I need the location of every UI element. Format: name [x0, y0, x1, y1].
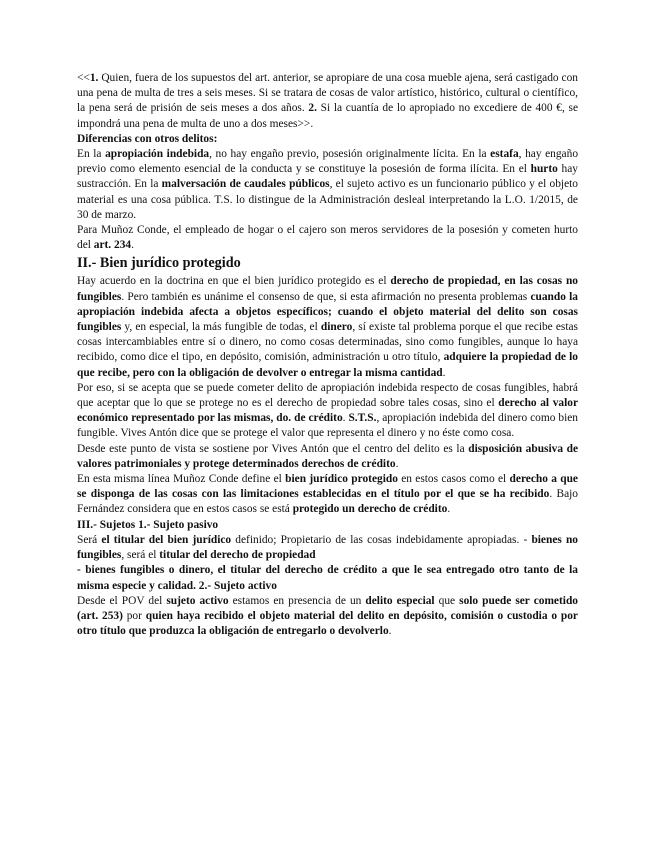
paragraph-acuerdo-doctrina: Hay acuerdo en la doctrina en que el bien jurídico protegido es el derecho de propiedad, en las cosas no fungibles. Pero también es unánime el consenso de que, si esta afirmación no presenta problemas cuando la apropiación indebida afecta a objetos específicos; cuando el objeto material del delito son cosas fungibles y, en especial, la más fungible de todas, el dinero, sí existe tal problema porque el que recibe estas cosas intercambiables entre sí o dinero, no como cosas determinadas, sino como fungibles, aunque lo haya recibido, como dice el tipo, en depósito, comisión, administración u otro título, adquiere la propiedad de lo que recibe, pero con la obligación de devolver o entregar la misma cantidad. [77, 275, 578, 379]
document-page [77, 71, 578, 639]
paragraph-munoz-conde: Para Muñoz Conde, el empleado de hogar o el cajero son meros servidores de la posesión y cometen hurto del art. 234. [77, 224, 578, 252]
heading-diferencias: Diferencias con otros delitos: [77, 132, 218, 145]
heading-bien-juridico: II.- Bien jurídico protegido [77, 255, 241, 272]
paragraph-sujeto-activo: Desde el POV del sujeto activo estamos en presencia de un delito especial que solo puede ser cometido (art. 253) por quien haya recibido el objeto material del delito en depósito, comisión o custodia o por otro título que produzca la obligación de entregarlo o devolverlo. [77, 594, 578, 638]
paragraph-art-text: <<1. Quien, fuera de los supuestos del art. anterior, se apropiare de una cosa mueble ajena, será castigado con una pena de multa de tres a seis meses. Si se tratara de cosas de valor artístico, histórico, cultural o científico, la pena será de prisión de seis meses a dos años. 2. Si la cuantía de lo apropiado no excediere de 400 €, se impondrá una pena de multa de uno a dos meses>>. [77, 72, 578, 130]
paragraph-misma-linea: En esta misma línea Muñoz Conde define el bien jurídico protegido en estos casos como el derecho a que se disponga de las cosas con las limitaciones establecidas en el título por el que se ha recibido. Bajo Fernández considera que en estos casos se está protegido un derecho de crédito. [77, 473, 578, 516]
paragraph-por-eso: Por eso, si se acepta que se puede cometer delito de apropiación indebida respecto de cosas fungibles, habrá que aceptar que lo que se protege no es el derecho de propiedad sobre tales cosas, sino el derecho al valor económico representado por las mismas, do. de crédito. S.T.S., apropiación indebida del dinero como bien fungible. Vives Antón dice que se protege el valor que representa el dinero y no éste como cosa. [77, 381, 579, 440]
paragraph-bienes-fungibles: - bienes fungibles o dinero, el titular del derecho de crédito a que le sea entregado otro tanto de la misma especie y calidad. 2.- Sujeto activo [77, 564, 578, 592]
paragraph-vives-anton: Desde este punto de vista se sostiene por Vives Antón que el centro del delito es la disposición abusiva de valores patrimoniales y protege determinados derechos de crédito. [77, 442, 579, 470]
heading-sujetos: III.- Sujetos 1.- Sujeto pasivo [77, 518, 219, 531]
paragraph-diferencias: En la apropiación indebida, no hay engaño previo, posesión originalmente lícita. En la estafa, hay engaño previo como elemento esencial de la conducta y se constituye la posesión de forma ilícita. En el hurto hay sustracción. En la malversación de caudales públicos, el sujeto activo es un funcionario público y el objeto material es una cosa pública. T.S. lo distingue de la Administración desleal interpretando la L.O. 1/2015, de 30 de marzo. [77, 148, 579, 221]
paragraph-sujeto-pasivo: Será el titular del bien jurídico definido; Propietario de las cosas indebidamente apropiadas. - bienes no fungibles, será el titular del derecho de propiedad [77, 533, 579, 562]
